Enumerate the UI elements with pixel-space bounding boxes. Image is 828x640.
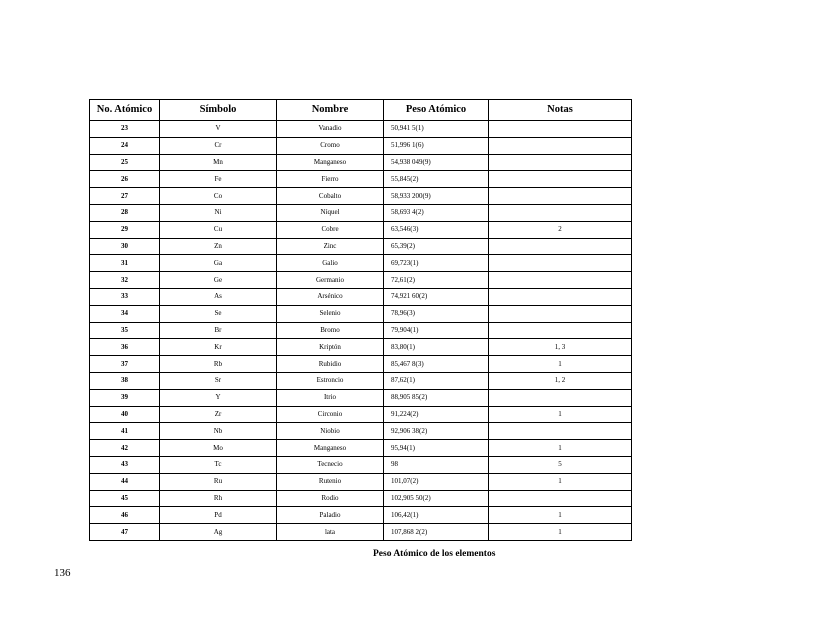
symbol-cell: Co (160, 188, 277, 205)
table-row (90, 372, 632, 389)
table-row (90, 272, 632, 289)
name-cell: lata (277, 524, 384, 541)
notes-cell (489, 389, 632, 406)
symbol-cell: Rb (160, 356, 277, 373)
atomic-weight-cell: 78,96(3) (384, 305, 489, 322)
table-row (90, 524, 632, 541)
symbol-cell: Br (160, 322, 277, 339)
name-cell: Rubidio (277, 356, 384, 373)
name-cell: Selenio (277, 305, 384, 322)
notes-cell (489, 188, 632, 205)
table-row (90, 255, 632, 272)
atomic-number-cell: 27 (90, 188, 160, 205)
atomic-weight-cell: 74,921 60(2) (384, 288, 489, 305)
name-cell: Vanadio (277, 121, 384, 138)
atomic-number-cell: 41 (90, 423, 160, 440)
symbol-cell: Y (160, 389, 277, 406)
symbol-cell: Mo (160, 440, 277, 457)
atomic-weight-cell: 88,905 85(2) (384, 389, 489, 406)
atomic-number-cell: 47 (90, 524, 160, 541)
name-cell: Estroncio (277, 372, 384, 389)
notes-cell (489, 137, 632, 154)
name-cell: Rutenio (277, 473, 384, 490)
symbol-cell: Se (160, 305, 277, 322)
notes-cell: 1, 2 (489, 372, 632, 389)
notes-cell: 1 (489, 440, 632, 457)
atomic-weight-cell: 79,904(1) (384, 322, 489, 339)
table-row (90, 121, 632, 138)
notes-cell (489, 322, 632, 339)
table-row (90, 238, 632, 255)
atomic-weight-cell: 98 (384, 456, 489, 473)
atomic-weight-cell: 85,467 8(3) (384, 356, 489, 373)
atomic-number-cell: 42 (90, 440, 160, 457)
symbol-cell: Kr (160, 339, 277, 356)
header-notes: Notas (489, 100, 632, 121)
atomic-number-cell: 45 (90, 490, 160, 507)
notes-cell: 5 (489, 456, 632, 473)
atomic-number-cell: 40 (90, 406, 160, 423)
name-cell: Zinc (277, 238, 384, 255)
atomic-number-cell: 29 (90, 221, 160, 238)
notes-cell: 1, 3 (489, 339, 632, 356)
symbol-cell: V (160, 121, 277, 138)
table-row (90, 322, 632, 339)
name-cell: Circonio (277, 406, 384, 423)
name-cell: Manganeso (277, 154, 384, 171)
symbol-cell: Ga (160, 255, 277, 272)
name-cell: Manganeso (277, 440, 384, 457)
atomic-weight-cell: 63,546(3) (384, 221, 489, 238)
table-row (90, 188, 632, 205)
notes-cell (489, 305, 632, 322)
symbol-cell: Cr (160, 137, 277, 154)
symbol-cell: Fe (160, 171, 277, 188)
atomic-weight-cell: 51,996 1(6) (384, 137, 489, 154)
table-row (90, 204, 632, 221)
name-cell: Galio (277, 255, 384, 272)
table-row (90, 154, 632, 171)
name-cell: Niobio (277, 423, 384, 440)
header-atomic-number: No. Atómico (90, 100, 160, 121)
table-row (90, 171, 632, 188)
atomic-number-cell: 46 (90, 507, 160, 524)
atomic-weight-cell: 83,80(1) (384, 339, 489, 356)
atomic-weight-cell: 106,42(1) (384, 507, 489, 524)
atomic-number-cell: 43 (90, 456, 160, 473)
atomic-weight-table (89, 99, 632, 541)
notes-cell: 1 (489, 473, 632, 490)
name-cell: Níquel (277, 204, 384, 221)
notes-cell: 1 (489, 524, 632, 541)
table-row (90, 288, 632, 305)
atomic-weight-cell: 95,94(1) (384, 440, 489, 457)
notes-cell (489, 204, 632, 221)
notes-cell (489, 238, 632, 255)
atomic-number-cell: 25 (90, 154, 160, 171)
header-atomic-weight: Peso Atómico (384, 100, 489, 121)
symbol-cell: Mn (160, 154, 277, 171)
name-cell: Cromo (277, 137, 384, 154)
atomic-weight-cell: 91,224(2) (384, 406, 489, 423)
atomic-weight-cell: 69,723(1) (384, 255, 489, 272)
atomic-number-cell: 28 (90, 204, 160, 221)
table-row (90, 389, 632, 406)
atomic-weight-cell: 55,845(2) (384, 171, 489, 188)
page-number: 136 (54, 567, 71, 579)
atomic-weight-cell: 102,905 50(2) (384, 490, 489, 507)
symbol-cell: Ru (160, 473, 277, 490)
notes-cell: 2 (489, 221, 632, 238)
symbol-cell: Ag (160, 524, 277, 541)
notes-cell: 1 (489, 406, 632, 423)
table-row (90, 221, 632, 238)
name-cell: Kriptón (277, 339, 384, 356)
atomic-weight-cell: 72,61(2) (384, 272, 489, 289)
notes-cell (489, 423, 632, 440)
atomic-number-cell: 23 (90, 121, 160, 138)
header-name: Nombre (277, 100, 384, 121)
name-cell: Paladio (277, 507, 384, 524)
atomic-number-cell: 37 (90, 356, 160, 373)
atomic-weight-cell: 92,906 38(2) (384, 423, 489, 440)
name-cell: Bromo (277, 322, 384, 339)
symbol-cell: As (160, 288, 277, 305)
atomic-weight-cell: 65,39(2) (384, 238, 489, 255)
atomic-number-cell: 39 (90, 389, 160, 406)
table-row (90, 137, 632, 154)
notes-cell (489, 272, 632, 289)
notes-cell (489, 154, 632, 171)
table-row (90, 406, 632, 423)
symbol-cell: Zr (160, 406, 277, 423)
table-row (90, 490, 632, 507)
notes-cell (489, 288, 632, 305)
symbol-cell: Nb (160, 423, 277, 440)
notes-cell: 1 (489, 356, 632, 373)
symbol-cell: Ge (160, 272, 277, 289)
table-row (90, 339, 632, 356)
name-cell: Fierro (277, 171, 384, 188)
table-row (90, 423, 632, 440)
table-caption: Peso Atómico de los elementos (373, 549, 496, 559)
atomic-number-cell: 34 (90, 305, 160, 322)
atomic-number-cell: 35 (90, 322, 160, 339)
notes-cell (489, 255, 632, 272)
atomic-number-cell: 24 (90, 137, 160, 154)
symbol-cell: Cu (160, 221, 277, 238)
atomic-number-cell: 31 (90, 255, 160, 272)
symbol-cell: Rh (160, 490, 277, 507)
table-row (90, 440, 632, 457)
table-row (90, 356, 632, 373)
atomic-number-cell: 33 (90, 288, 160, 305)
name-cell: Arsénico (277, 288, 384, 305)
atomic-number-cell: 26 (90, 171, 160, 188)
symbol-cell: Tc (160, 456, 277, 473)
name-cell: Cobre (277, 221, 384, 238)
atomic-number-cell: 36 (90, 339, 160, 356)
table-header-row (90, 100, 632, 121)
notes-cell (489, 171, 632, 188)
atomic-weight-cell: 58,693 4(2) (384, 204, 489, 221)
symbol-cell: Sr (160, 372, 277, 389)
notes-cell: 1 (489, 507, 632, 524)
table-body (90, 121, 632, 541)
name-cell: Germanio (277, 272, 384, 289)
notes-cell (489, 490, 632, 507)
name-cell: Tecnecio (277, 456, 384, 473)
atomic-weight-cell: 50,941 5(1) (384, 121, 489, 138)
atomic-number-cell: 38 (90, 372, 160, 389)
atomic-number-cell: 32 (90, 272, 160, 289)
atomic-weight-cell: 54,938 049(9) (384, 154, 489, 171)
header-symbol: Símbolo (160, 100, 277, 121)
atomic-weight-cell: 107,868 2(2) (384, 524, 489, 541)
atomic-number-cell: 30 (90, 238, 160, 255)
name-cell: Itrio (277, 389, 384, 406)
name-cell: Cobalto (277, 188, 384, 205)
symbol-cell: Pd (160, 507, 277, 524)
atomic-weight-cell: 87,62(1) (384, 372, 489, 389)
symbol-cell: Ni (160, 204, 277, 221)
table-row (90, 507, 632, 524)
name-cell: Rodio (277, 490, 384, 507)
atomic-number-cell: 44 (90, 473, 160, 490)
atomic-weight-cell: 58,933 200(9) (384, 188, 489, 205)
table-row (90, 473, 632, 490)
atomic-weight-cell: 101,07(2) (384, 473, 489, 490)
notes-cell (489, 121, 632, 138)
symbol-cell: Zn (160, 238, 277, 255)
table-row (90, 305, 632, 322)
table-row (90, 456, 632, 473)
